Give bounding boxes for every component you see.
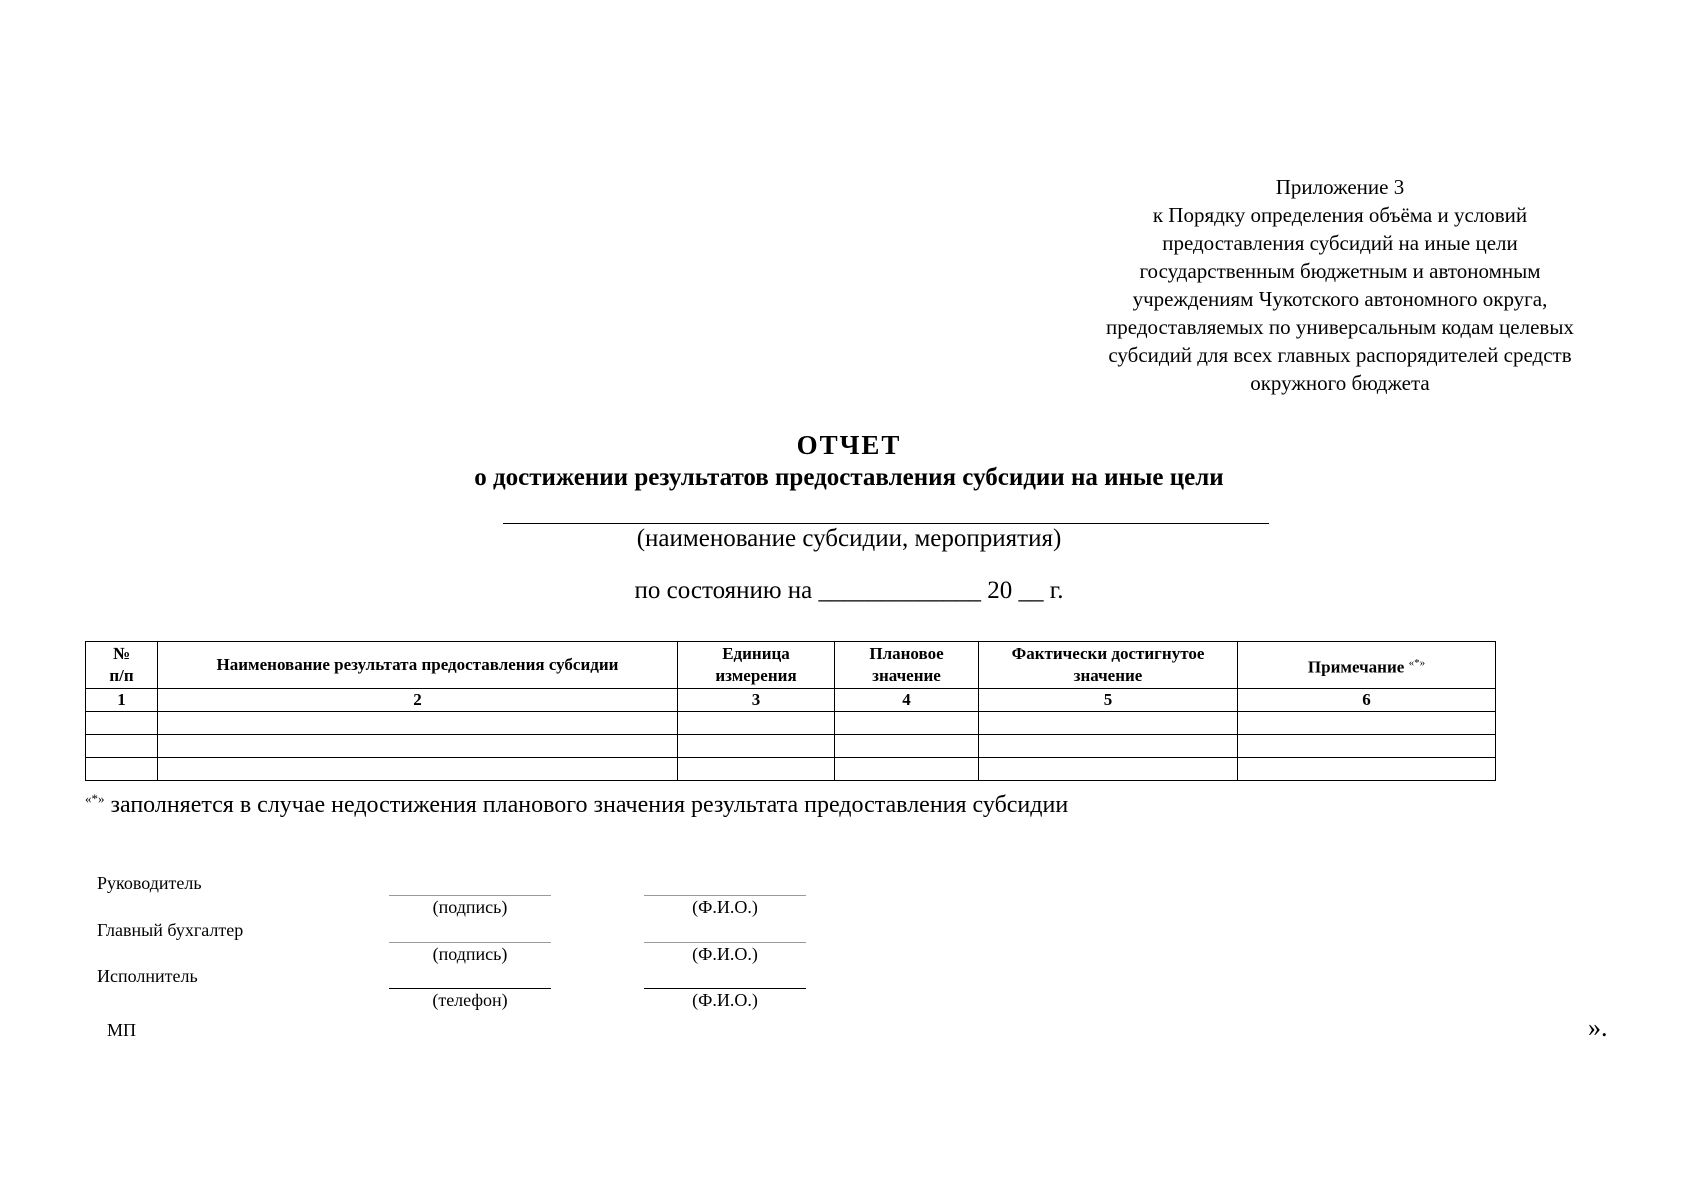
header-text: Примечание: [1307, 657, 1405, 677]
phone-line[interactable]: [389, 988, 551, 989]
table-header-row: [86, 642, 1496, 689]
header-text: п/п: [109, 666, 134, 685]
stamp-label: МП: [107, 1020, 137, 1040]
appendix-line: к Порядку определения объёма и условий: [1152, 203, 1528, 227]
footnote: [85, 791, 1068, 819]
table-cell[interactable]: [86, 735, 158, 758]
table-cell[interactable]: [86, 758, 158, 781]
name-line[interactable]: [644, 988, 806, 989]
appendix-line: учреждениям Чукотского автономного округа,: [1132, 287, 1548, 311]
subsidy-name-line: [503, 523, 1269, 524]
header-cell-planned: [835, 642, 979, 689]
name-caption: (Ф.И.О.): [692, 897, 758, 917]
header-text: Плановое: [869, 644, 944, 663]
phone-caption: (телефон): [432, 990, 508, 1010]
appendix-line: предоставления субсидий на иные цели: [1162, 231, 1518, 255]
header-cell-number: [86, 642, 158, 689]
appendix-header: [1060, 173, 1620, 397]
footnote-text: заполняется в случае недостижения планового значения результата предоставления субсидии: [104, 792, 1069, 818]
appendix-line: предоставляемых по универсальным кодам целевых: [1106, 315, 1574, 339]
header-text: значение: [1073, 666, 1143, 685]
column-number: 2: [158, 689, 678, 712]
appendix-line: Приложение 3: [1275, 175, 1405, 199]
table-cell[interactable]: [678, 758, 835, 781]
signature-role-accountant: Главный бухгалтер: [97, 920, 244, 940]
column-number: 6: [1238, 689, 1496, 712]
report-title: ОТЧЕТ: [796, 430, 902, 460]
header-cell-unit: [678, 642, 835, 689]
table-cell[interactable]: [1238, 758, 1496, 781]
table-cell[interactable]: [86, 712, 158, 735]
header-text: Фактически достигнутое: [1011, 644, 1205, 663]
signature-caption: (подпись): [432, 897, 508, 917]
table-cell[interactable]: [835, 758, 979, 781]
name-line[interactable]: [644, 895, 806, 896]
column-number: 5: [979, 689, 1238, 712]
signature-line[interactable]: [389, 895, 551, 896]
header-cell-note: [1238, 642, 1496, 689]
signature-role-executor: Исполнитель: [97, 966, 198, 986]
table-cell[interactable]: [158, 712, 678, 735]
signature-line[interactable]: [389, 942, 551, 943]
table-cell[interactable]: [678, 712, 835, 735]
footnote-mark: «*»: [85, 791, 105, 806]
subsidy-name-caption: (наименование субсидии, мероприятия): [636, 525, 1062, 552]
header-text: значение: [872, 666, 941, 685]
table-cell[interactable]: [1238, 712, 1496, 735]
name-caption: (Ф.И.О.): [692, 990, 758, 1010]
column-number: 3: [678, 689, 835, 712]
appendix-line: субсидий для всех главных распорядителей средств: [1108, 343, 1572, 367]
table-row: [86, 712, 1496, 735]
header-cell-actual: [979, 642, 1238, 689]
report-date-line: по состоянию на _____________ 20 __ г.: [634, 577, 1064, 604]
table-cell[interactable]: [158, 758, 678, 781]
header-text: Наименование результата предоставления субсидии: [216, 655, 619, 674]
table-cell[interactable]: [979, 758, 1238, 781]
header-cell-result-name: [158, 642, 678, 689]
table-cell[interactable]: [835, 712, 979, 735]
column-number: 1: [86, 689, 158, 712]
table-cell[interactable]: [979, 735, 1238, 758]
table-cell[interactable]: [678, 735, 835, 758]
appendix-line: окружного бюджета: [1250, 371, 1430, 395]
table-cell[interactable]: [158, 735, 678, 758]
note-mark: «*»: [1408, 656, 1426, 669]
signature-caption: (подпись): [432, 944, 508, 964]
column-number: 4: [835, 689, 979, 712]
results-table: [85, 641, 1496, 781]
name-line[interactable]: [644, 942, 806, 943]
header-text: Единица: [722, 644, 790, 663]
appendix-line: государственным бюджетным и автономным: [1139, 259, 1541, 283]
signature-role-head: Руководитель: [97, 873, 202, 893]
table-row: [86, 758, 1496, 781]
closing-quote-mark: ».: [1588, 1013, 1608, 1042]
header-text: измерения: [715, 666, 797, 685]
header-text: №: [112, 644, 131, 663]
column-number-row: [86, 689, 1496, 712]
report-subtitle: о достижении результатов предоставления субсидии на иные цели: [474, 464, 1224, 491]
name-caption: (Ф.И.О.): [692, 944, 758, 964]
table-row: [86, 735, 1496, 758]
table-cell[interactable]: [1238, 735, 1496, 758]
table-cell[interactable]: [979, 712, 1238, 735]
table-cell[interactable]: [835, 735, 979, 758]
